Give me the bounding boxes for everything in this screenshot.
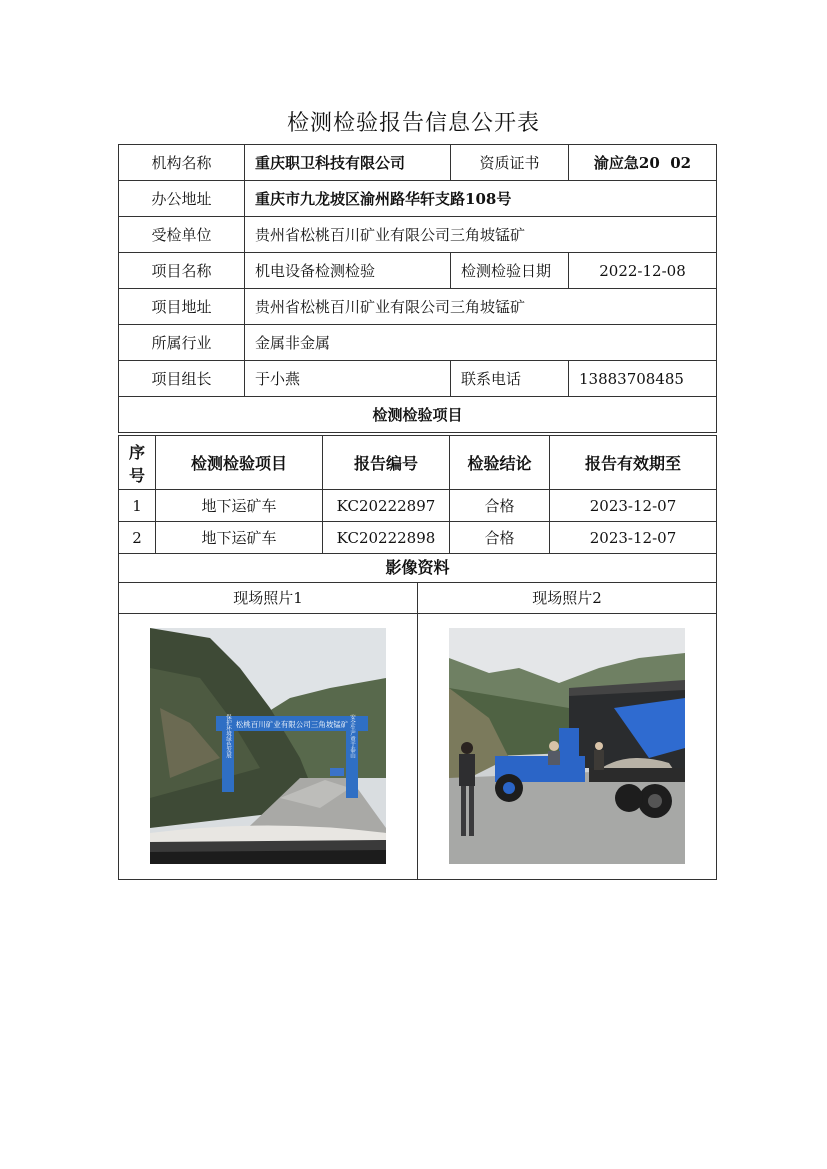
- row-report-no: KC20222898: [323, 522, 450, 554]
- header-conclusion: 检验结论: [450, 436, 550, 490]
- row-item: 地下运矿车: [156, 490, 323, 522]
- header-item: 检测检验项目: [156, 436, 323, 490]
- photo2-label: 现场照片2: [418, 583, 716, 614]
- table-row: [119, 490, 717, 522]
- industry-label: 所属行业: [119, 325, 245, 361]
- header-no-line1: 序: [128, 442, 145, 462]
- leader-value: 于小燕: [245, 361, 451, 397]
- row-report-no: KC20222897: [323, 490, 450, 522]
- project-name-label: 项目名称: [119, 253, 245, 289]
- date-value: 2022-12-08: [569, 253, 717, 289]
- header-no-line2: 号: [128, 465, 145, 485]
- row-item: 地下运矿车: [156, 522, 323, 554]
- info-table: [118, 144, 717, 433]
- header-no: [119, 436, 156, 490]
- row-conclusion: 合格: [450, 490, 550, 522]
- address-label: 办公地址: [119, 181, 245, 217]
- media-title: 影像资料: [119, 553, 716, 583]
- date-label: 检测检验日期: [451, 253, 569, 289]
- site-photo-2: [449, 628, 685, 864]
- address-value: 重庆市九龙坡区渝州路华轩支路108号: [245, 181, 717, 217]
- header-valid-until: 报告有效期至: [550, 436, 717, 490]
- org-value: 重庆职卫科技有限公司: [245, 145, 451, 181]
- page-title: 检测检验报告信息公开表: [286, 111, 540, 136]
- industry-value: 金属非金属: [245, 325, 717, 361]
- project-address-label: 项目地址: [119, 289, 245, 325]
- photo1-left-post-text: 保护环境绿色发展: [225, 714, 231, 758]
- row-valid-until: 2023-12-07: [550, 490, 717, 522]
- cert-value: 渝应急20 02: [569, 145, 717, 181]
- photo1-label: 现场照片1: [119, 583, 418, 614]
- site-photo-1: [150, 628, 386, 864]
- project-address-value: 贵州省松桃百川矿业有限公司三角坡锰矿: [245, 289, 717, 325]
- photo1-gate-sign: 松桃百川矿业有限公司三角坡锰矿: [235, 720, 349, 729]
- photo-divider: [417, 614, 418, 879]
- cert-label: 资质证书: [451, 145, 569, 181]
- items-section-title: 检测检验项目: [119, 397, 717, 433]
- phone-value: 13883708485: [569, 361, 717, 397]
- inspected-unit-label: 受检单位: [119, 217, 245, 253]
- project-name-value: 机电设备检测检验: [245, 253, 451, 289]
- row-conclusion: 合格: [450, 522, 550, 554]
- row-no: 2: [119, 522, 156, 554]
- phone-label: 联系电话: [451, 361, 569, 397]
- items-table: [118, 435, 717, 554]
- org-label: 机构名称: [119, 145, 245, 181]
- header-report-no: 报告编号: [323, 436, 450, 490]
- table-row: [119, 522, 717, 554]
- row-no: 1: [119, 490, 156, 522]
- leader-label: 项目组长: [119, 361, 245, 397]
- media-section: [118, 553, 717, 880]
- row-valid-until: 2023-12-07: [550, 522, 717, 554]
- photo1-right-post-text: 安全生产重于泰山: [349, 714, 355, 758]
- inspected-unit-value: 贵州省松桃百川矿业有限公司三角坡锰矿: [245, 217, 717, 253]
